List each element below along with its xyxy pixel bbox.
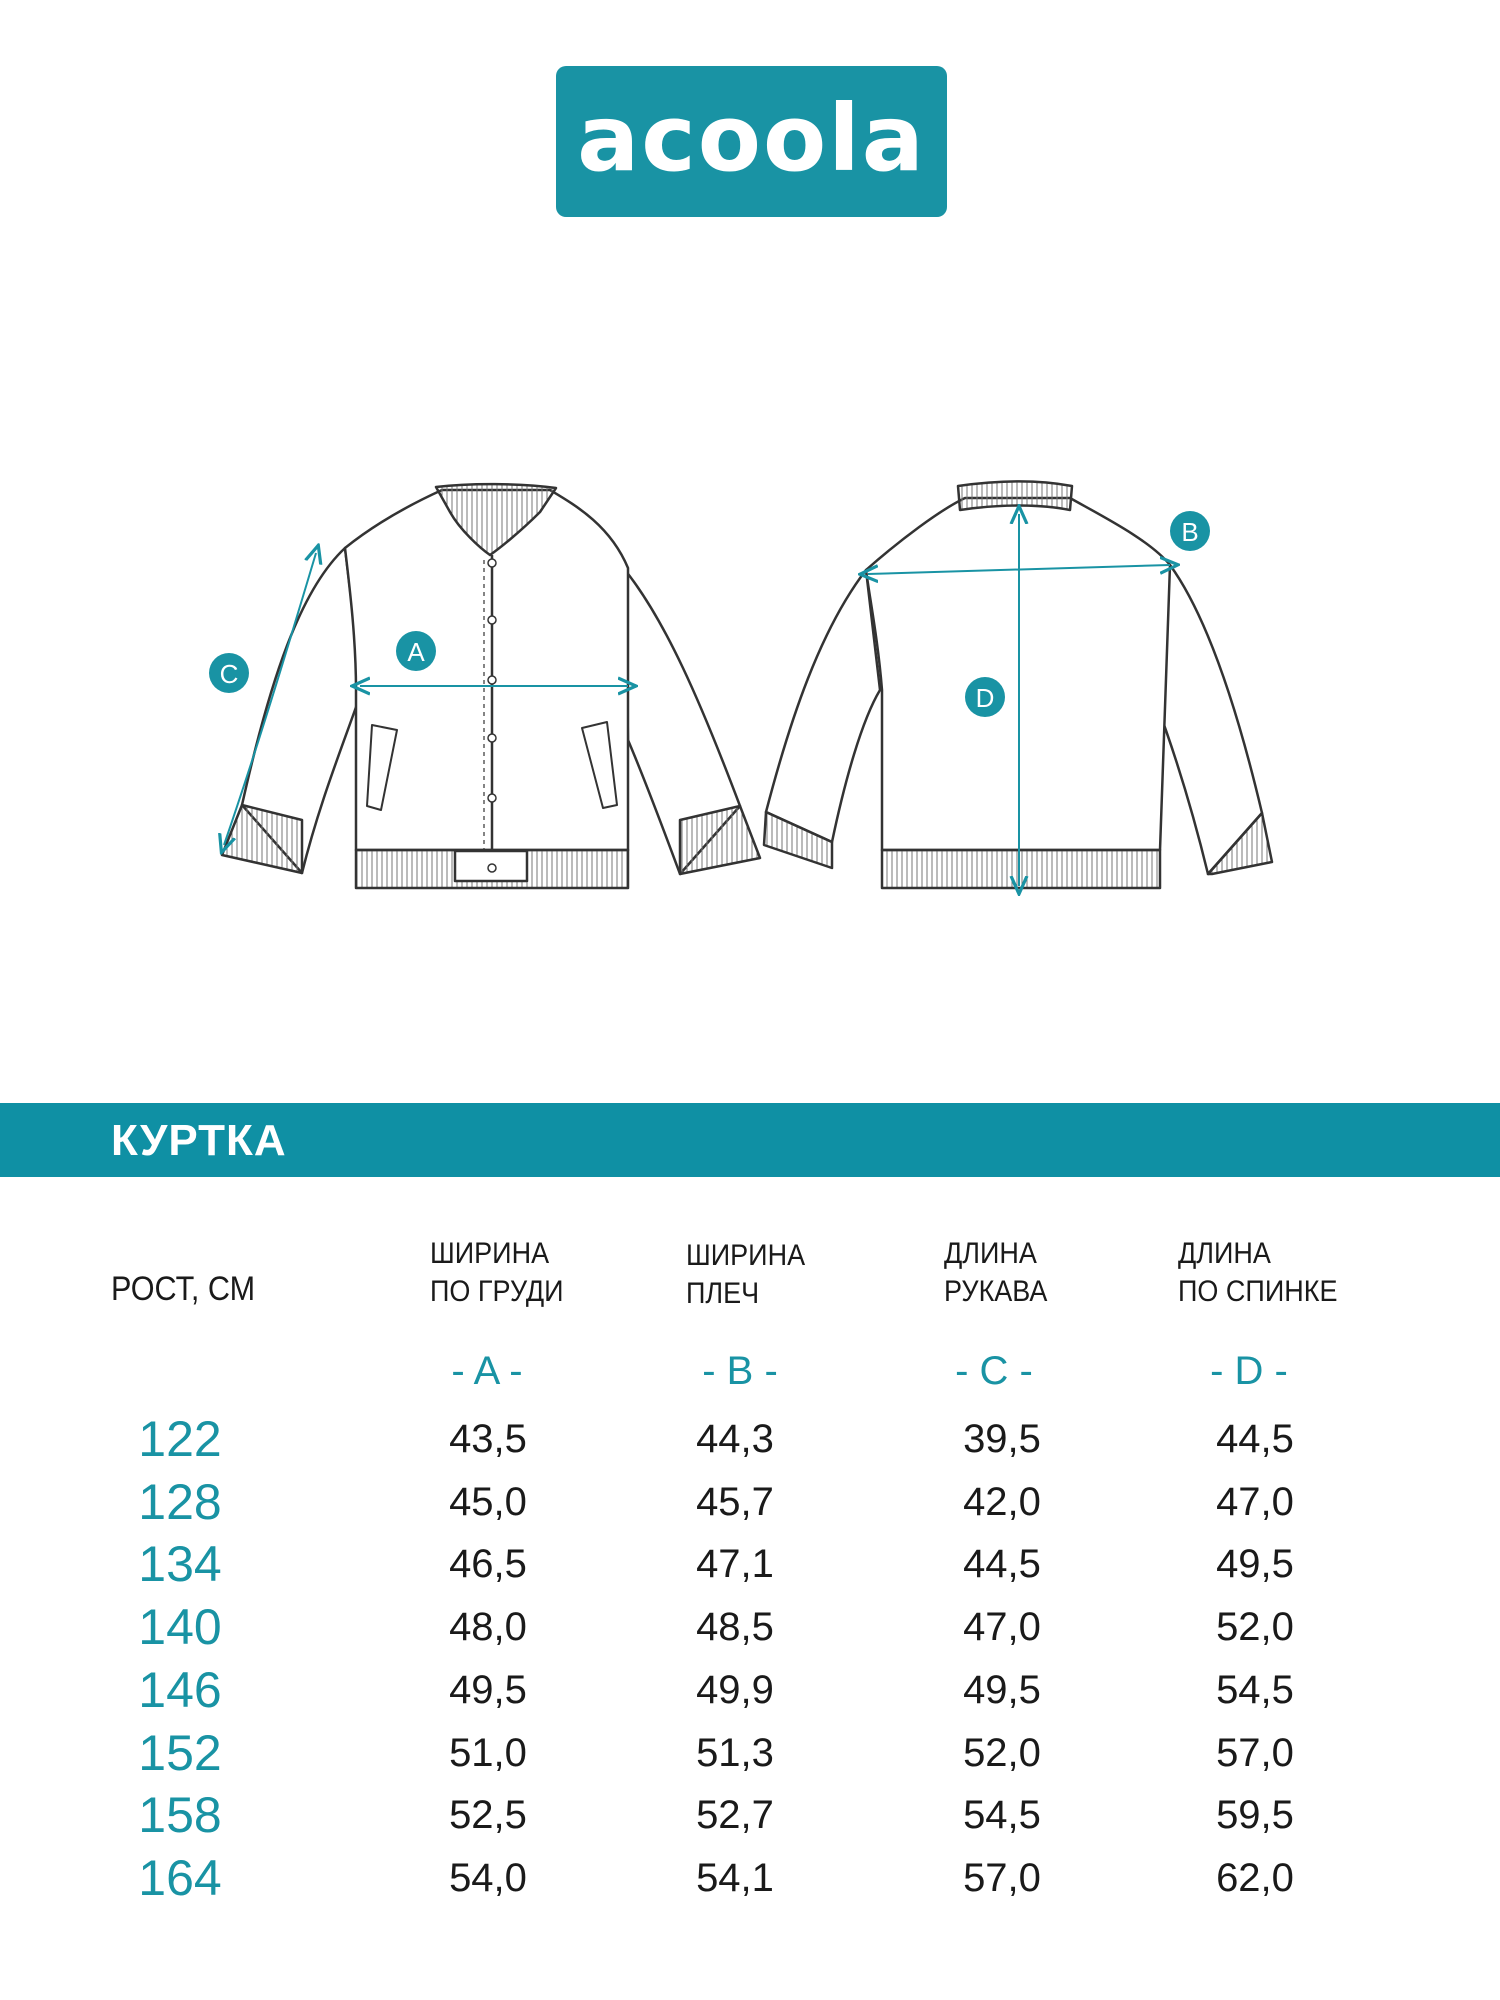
marker-a-label: A	[407, 637, 425, 667]
height-column-header: РОСТ, СМ	[111, 1270, 256, 1308]
column-header-c-line1: ДЛИНА	[944, 1237, 1037, 1270]
row-height: 134	[138, 1536, 222, 1592]
cell-b: 54,1	[696, 1856, 774, 1900]
cell-b: 48,5	[696, 1605, 774, 1649]
cell-d: 47,0	[1216, 1480, 1294, 1524]
column-header-b-line1: ШИРИНА	[686, 1239, 806, 1272]
cell-c: 42,0	[963, 1480, 1041, 1524]
table-row	[0, 1536, 1500, 1592]
cell-d: 59,5	[1216, 1793, 1294, 1837]
table-row	[0, 1411, 1500, 1467]
column-header-a-line2: ПО ГРУДИ	[430, 1275, 564, 1308]
cell-c: 57,0	[963, 1856, 1041, 1900]
column-letter-c: - C -	[955, 1349, 1033, 1393]
brand-logo-text: acoola	[577, 84, 926, 192]
cell-d: 57,0	[1216, 1731, 1294, 1775]
cell-a: 52,5	[449, 1793, 527, 1837]
row-height: 122	[138, 1411, 222, 1467]
cell-c: 39,5	[963, 1417, 1041, 1461]
column-letter-b: - B -	[702, 1349, 778, 1393]
cell-d: 62,0	[1216, 1856, 1294, 1900]
row-height: 164	[138, 1850, 222, 1906]
marker-d-label: D	[975, 683, 995, 713]
column-header-d-line1: ДЛИНА	[1178, 1237, 1271, 1270]
cell-d: 49,5	[1216, 1542, 1294, 1586]
cell-b: 49,9	[696, 1668, 774, 1712]
cell-a: 48,0	[449, 1605, 527, 1649]
column-header-a-line1: ШИРИНА	[430, 1237, 550, 1270]
row-height: 128	[138, 1474, 222, 1530]
cell-c: 52,0	[963, 1731, 1041, 1775]
cell-c: 47,0	[963, 1605, 1041, 1649]
cell-a: 46,5	[449, 1542, 527, 1586]
cell-a: 51,0	[449, 1731, 527, 1775]
column-letter-d: - D -	[1210, 1349, 1288, 1393]
cell-b: 52,7	[696, 1793, 774, 1837]
cell-c: 49,5	[963, 1668, 1041, 1712]
marker-c-label: C	[219, 659, 239, 689]
section-header-band	[0, 1103, 1500, 1177]
column-header-c-line2: РУКАВА	[944, 1275, 1048, 1308]
row-height: 158	[138, 1787, 222, 1843]
cell-c: 54,5	[963, 1793, 1041, 1837]
cell-a: 49,5	[449, 1668, 527, 1712]
cell-b: 44,3	[696, 1417, 774, 1461]
table-row	[0, 1474, 1500, 1530]
table-row	[0, 1725, 1500, 1781]
row-height: 146	[138, 1662, 222, 1718]
table-row	[0, 1787, 1500, 1843]
brand-logo	[556, 66, 947, 217]
marker-b-label: B	[1181, 517, 1199, 547]
cell-a: 45,0	[449, 1480, 527, 1524]
cell-b: 51,3	[696, 1731, 774, 1775]
cell-a: 43,5	[449, 1417, 527, 1461]
table-row	[0, 1662, 1500, 1718]
jacket-measurement-diagram	[0, 460, 1500, 920]
cell-d: 52,0	[1216, 1605, 1294, 1649]
section-title: КУРТКА	[111, 1116, 287, 1165]
row-height: 140	[138, 1599, 222, 1655]
column-header-d-line2: ПО СПИНКЕ	[1178, 1275, 1338, 1308]
cell-d: 44,5	[1216, 1417, 1294, 1461]
table-row	[0, 1599, 1500, 1655]
column-letter-a: - A -	[451, 1349, 523, 1393]
column-header-b-line2: ПЛЕЧ	[686, 1277, 760, 1310]
cell-b: 47,1	[696, 1542, 774, 1586]
cell-c: 44,5	[963, 1542, 1041, 1586]
cell-b: 45,7	[696, 1480, 774, 1524]
cell-d: 54,5	[1216, 1668, 1294, 1712]
row-height: 152	[138, 1725, 222, 1781]
cell-a: 54,0	[449, 1856, 527, 1900]
table-row	[0, 1850, 1500, 1906]
